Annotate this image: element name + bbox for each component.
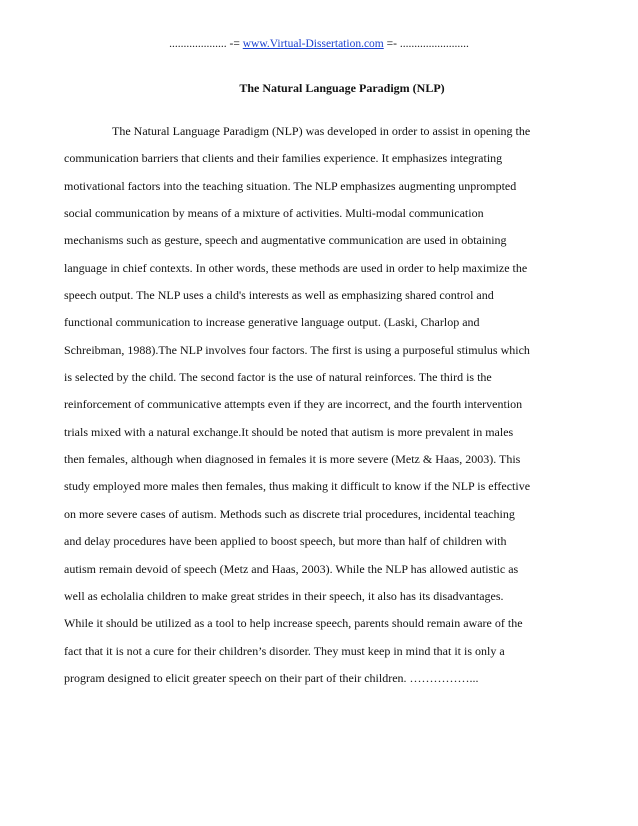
page-header <box>0 38 638 50</box>
paragraph-line: well as echolalia children to make great strides in their speech, it also has its disadvantages. <box>64 588 504 603</box>
header-right-dots: ........................ <box>399 38 469 50</box>
paragraph-line: functional communication to increase generative language output. (Laski, Charlop and <box>64 315 480 330</box>
body-paragraph <box>64 118 584 692</box>
paragraph-line: The Natural Language Paradigm (NLP) was developed in order to assist in opening the <box>112 124 531 138</box>
paragraph-line: on more severe cases of autism. Methods such as discrete trial procedures, incidental teaching <box>64 506 515 521</box>
paragraph-line: mechanisms such as gesture, speech and augmentative communication are used in obtaining <box>64 233 507 248</box>
paragraph-line: program designed to elicit greater speech on their part of their children. ……………... <box>64 670 479 685</box>
paragraph-line: motivational factors into the teaching situation. The NLP emphasizes augmenting unprompted <box>64 178 517 193</box>
paragraph-line: fact that it is not a cure for their children’s disorder. They must keep in mind that it is only a <box>64 643 505 658</box>
paragraph-line: social communication by means of a mixture of activities. Multi-modal communication <box>64 206 484 221</box>
paragraph-line: language in chief contexts. In other words, these methods are used in order to help maximize the <box>64 260 528 275</box>
header-separator-left: -= <box>229 38 240 50</box>
paragraph-line: study employed more males then females, thus making it difficult to know if the NLP is effective <box>64 479 531 494</box>
paragraph-line: reinforcement of communicative attempts even if they are incorrect, and the fourth intervention <box>64 397 523 412</box>
paragraph-line: Schreibman, 1988).The NLP involves four factors. The first is using a purposeful stimulus which <box>64 342 530 357</box>
header-left-dots: .................... <box>169 38 227 50</box>
paragraph-line: communication barriers that clients and their families experience. It emphasizes integrating <box>64 151 503 166</box>
paragraph-line: While it should be utilized as a tool to help increase speech, parents should remain aware of the <box>64 616 523 631</box>
paragraph-line: and delay procedures have been applied to boost speech, but more than half of children with <box>64 534 507 549</box>
paragraph-line: trials mixed with a natural exchange.It should be noted that autism is more prevalent in males <box>64 424 514 439</box>
website-link[interactable]: www.Virtual-Dissertation.com <box>242 38 384 50</box>
paragraph-line: speech output. The NLP uses a child's interests as well as emphasizing shared control and <box>64 288 494 303</box>
paragraph-line: then females, although when diagnosed in females it is more severe (Metz & Haas, 2003). This <box>64 452 521 467</box>
document-title: The Natural Language Paradigm (NLP) <box>239 81 445 95</box>
header-separator-right: =- <box>386 38 397 50</box>
paragraph-line: autism remain devoid of speech (Metz and Haas, 2003). While the NLP has allowed autistic as <box>64 561 519 576</box>
paragraph-line: is selected by the child. The second factor is the use of natural reinforces. The third is the <box>64 370 492 385</box>
